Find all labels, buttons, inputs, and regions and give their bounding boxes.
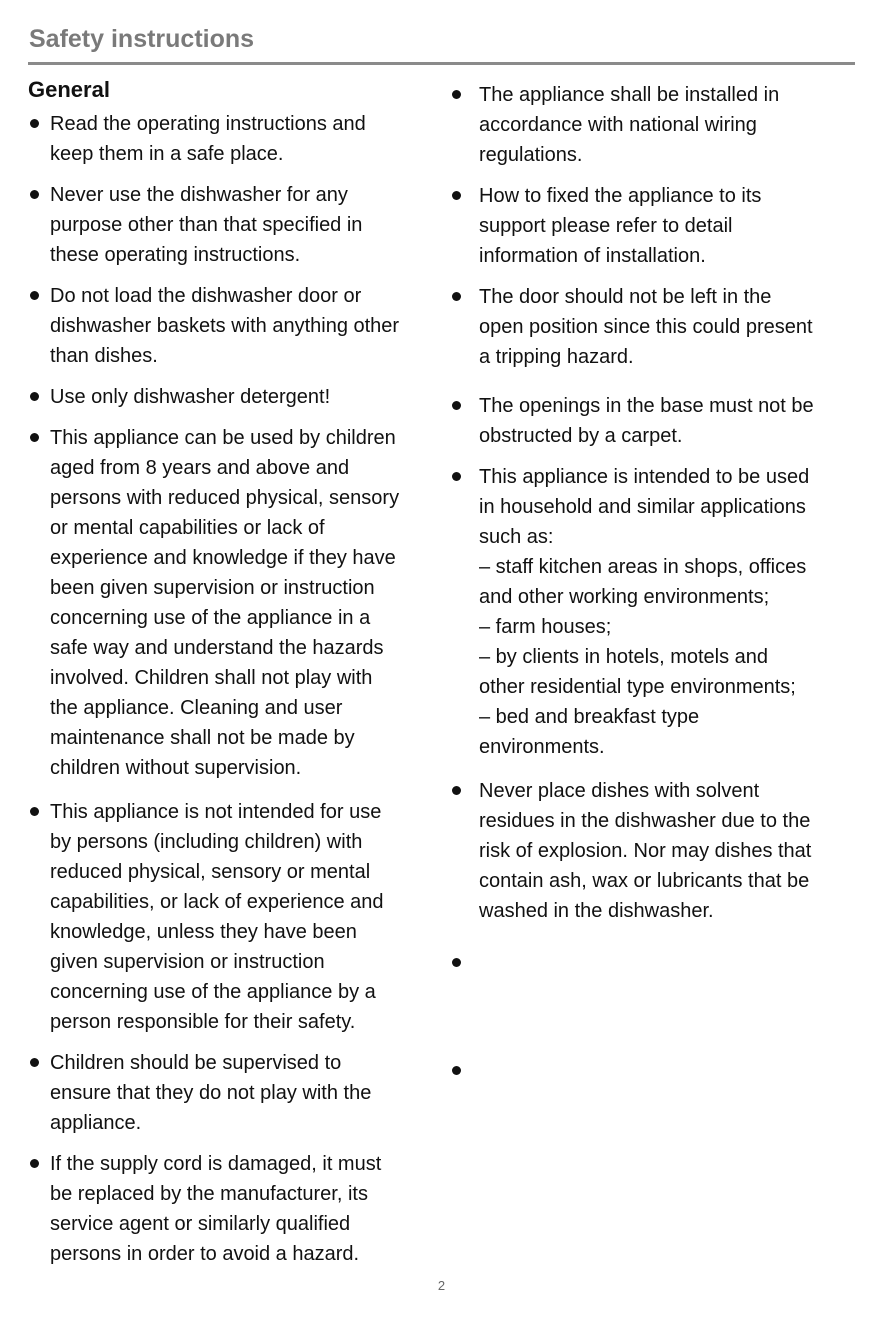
bullet-item: [452, 391, 857, 451]
bullet-text-line: be replaced by the manufacturer, its: [50, 1183, 368, 1205]
bullet-text-line: obstructed by a carpet.: [479, 425, 683, 447]
right-bullet-list: [452, 80, 857, 1086]
bullet-item: [452, 462, 857, 762]
bullet-text-line: given supervision or instruction: [50, 951, 325, 973]
bullet-text-line: – staff kitchen areas in shops, offices: [479, 556, 807, 578]
bullet-dot-icon: [30, 1058, 39, 1067]
bullet-item: [452, 948, 857, 978]
bullet-item: [452, 776, 857, 926]
bullet-item: [28, 1048, 443, 1138]
empty-bullet-text: [479, 948, 857, 978]
bullet-dot-icon: [452, 472, 461, 481]
bullet-item: [28, 797, 443, 1037]
bullet-dot-icon: [30, 291, 39, 300]
bullet-text-line: residues in the dishwasher due to the: [479, 810, 811, 832]
bullet-text-line: appliance.: [50, 1112, 142, 1134]
bullet-text-line: aged from 8 years and above and: [50, 457, 350, 479]
bullet-item: [28, 281, 443, 371]
bullet-text-line: washed in the dishwasher.: [479, 900, 714, 922]
bullet-text-line: Children should be supervised to: [50, 1052, 342, 1074]
bullet-dot-icon: [30, 190, 39, 199]
bullet-text-line: ensure that they do not play with the: [50, 1082, 372, 1104]
bullet-text-line: involved. Children shall not play with: [50, 667, 373, 689]
bullet-item: [452, 1056, 857, 1086]
bullet-text-line: or mental capabilities or lack of: [50, 517, 325, 539]
bullet-text-line: information of installation.: [479, 245, 706, 267]
bullet-text-line: environments.: [479, 736, 605, 758]
bullet-text-line: children without supervision.: [50, 757, 302, 779]
bullet-dot-icon: [452, 401, 461, 410]
bullet-text-line: concerning use of the appliance by a: [50, 981, 376, 1003]
bullet-text-line: person responsible for their safety.: [50, 1011, 356, 1033]
bullet-text-line: keep them in a safe place.: [50, 143, 284, 165]
bullet-text-line: The door should not be left in the: [479, 286, 772, 308]
bullet-item: [28, 109, 443, 169]
bullet-dot-icon: [452, 90, 461, 99]
bullet-text-line: such as:: [479, 526, 554, 548]
bullet-text-line: Do not load the dishwasher door or: [50, 285, 362, 307]
left-bullet-list: [28, 109, 443, 1269]
bullet-text-line: This appliance can be used by children: [50, 427, 396, 449]
bullet-text-line: regulations.: [479, 144, 583, 166]
bullet-text-line: service agent or similarly qualified: [50, 1213, 351, 1235]
bullet-text-line: – farm houses;: [479, 616, 612, 638]
bullet-text-line: dishwasher baskets with anything other: [50, 315, 400, 337]
bullet-text-line: reduced physical, sensory or mental: [50, 861, 371, 883]
bullet-text-line: The openings in the base must not be: [479, 395, 814, 417]
bullet-text-line: been given supervision or instruction: [50, 577, 375, 599]
bullet-dot-icon: [452, 958, 461, 967]
bullet-text-line: – bed and breakfast type: [479, 706, 700, 728]
bullet-text-line: This appliance is not intended for use: [50, 801, 382, 823]
bullet-text-line: The appliance shall be installed in: [479, 84, 780, 106]
bullet-text-line: these operating instructions.: [50, 244, 301, 266]
bullet-text-line: maintenance shall not be made by: [50, 727, 355, 749]
bullet-item: [28, 382, 443, 412]
bullet-text-line: Read the operating instructions and: [50, 113, 366, 135]
bullet-text-line: the appliance. Cleaning and user: [50, 697, 343, 719]
bullet-text-line: persons in order to avoid a hazard.: [50, 1243, 360, 1265]
bullet-dot-icon: [452, 191, 461, 200]
bullet-dot-icon: [30, 1159, 39, 1168]
bullet-text-line: – by clients in hotels, motels and: [479, 646, 769, 668]
bullet-text-line: How to fixed the appliance to its: [479, 185, 762, 207]
title-divider: [28, 62, 855, 65]
section-heading-general: General: [28, 77, 110, 102]
bullet-item: [452, 282, 857, 372]
bullet-text-line: knowledge, unless they have been: [50, 921, 357, 943]
bullet-text-line: than dishes.: [50, 345, 158, 367]
bullet-text-line: in household and similar applications: [479, 496, 806, 518]
page-number: 2: [437, 1278, 446, 1293]
bullet-text-line: If the supply cord is damaged, it must: [50, 1153, 382, 1175]
bullet-dot-icon: [452, 786, 461, 795]
bullet-dot-icon: [452, 292, 461, 301]
bullet-text-line: persons with reduced physical, sensory: [50, 487, 400, 509]
bullet-text-line: concerning use of the appliance in a: [50, 607, 371, 629]
bullet-dot-icon: [30, 392, 39, 401]
bullet-text-line: a tripping hazard.: [479, 346, 634, 368]
right-column: [452, 80, 857, 1097]
bullet-dot-icon: [30, 807, 39, 816]
bullet-text-line: experience and knowledge if they have: [50, 547, 396, 569]
bullet-text-line: risk of explosion. Nor may dishes that: [479, 840, 812, 862]
bullet-dot-icon: [30, 433, 39, 442]
bullet-text-line: This appliance is intended to be used: [479, 466, 810, 488]
bullet-item: [28, 1149, 443, 1269]
bullet-text-line: accordance with national wiring: [479, 114, 757, 136]
bullet-dot-icon: [30, 119, 39, 128]
bullet-text-line: Never place dishes with solvent: [479, 780, 760, 802]
page-title: Safety instructions: [29, 25, 255, 53]
bullet-text-line: purpose other than that specified in: [50, 214, 363, 236]
bullet-text-line: other residential type environments;: [479, 676, 796, 698]
bullet-text-line: open position since this could present: [479, 316, 813, 338]
bullet-item: [28, 180, 443, 270]
empty-bullet-text: [479, 1056, 857, 1086]
bullet-item: [452, 181, 857, 271]
bullet-item: [28, 423, 443, 783]
bullet-text-line: Use only dishwasher detergent!: [50, 386, 331, 408]
bullet-text-line: contain ash, wax or lubricants that be: [479, 870, 810, 892]
bullet-text-line: and other working environments;: [479, 586, 770, 608]
bullet-text-line: Never use the dishwasher for any: [50, 184, 348, 206]
bullet-text-line: capabilities, or lack of experience and: [50, 891, 384, 913]
left-column: [28, 76, 443, 1280]
bullet-item: [452, 80, 857, 170]
bullet-text-line: safe way and understand the hazards: [50, 637, 384, 659]
bullet-text-line: by persons (including children) with: [50, 831, 363, 853]
bullet-dot-icon: [452, 1066, 461, 1075]
bullet-text-line: support please refer to detail: [479, 215, 733, 237]
